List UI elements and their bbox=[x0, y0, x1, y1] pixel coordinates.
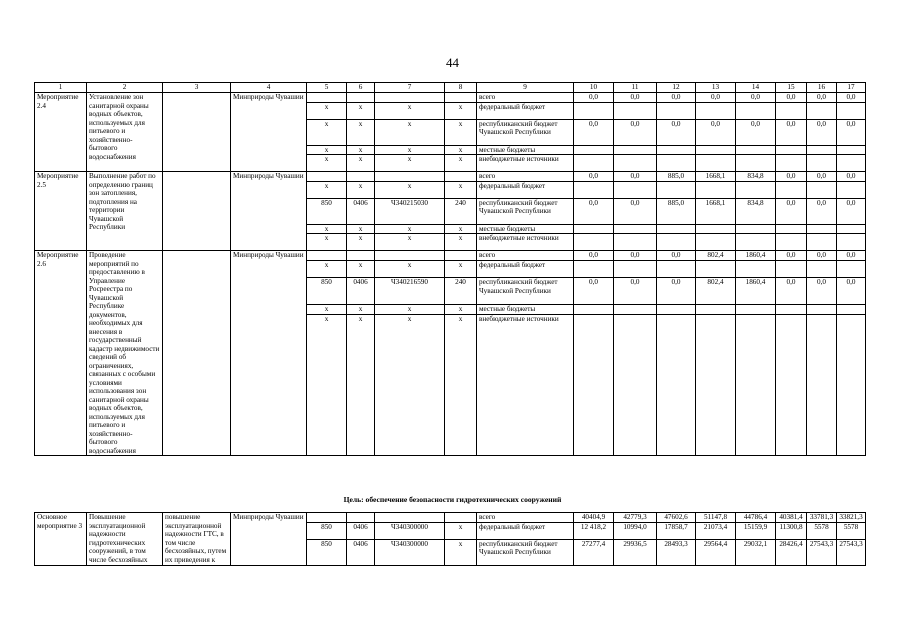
value-cell: 0,0 bbox=[807, 278, 837, 305]
value-cell: 33821,3 bbox=[837, 513, 866, 523]
value-cell: 0,0 bbox=[837, 251, 866, 261]
col-num: 15 bbox=[776, 83, 807, 93]
source-label: республиканский бюджет Чувашской Республики bbox=[477, 198, 574, 224]
x-cell: x bbox=[307, 314, 347, 455]
rzpr-code: 0406 bbox=[347, 278, 375, 305]
source-label: федеральный бюджет bbox=[477, 102, 574, 119]
value-cell: 29032,1 bbox=[736, 539, 776, 565]
measure-name: Установление зон санитарной охраны водных объектов, используемых для питьевого и хозяйственно-бытового водоснабжения bbox=[87, 93, 163, 172]
value-cell: 15159,9 bbox=[736, 522, 776, 539]
x-cell: x bbox=[307, 155, 347, 172]
value-cell: 42779,3 bbox=[614, 513, 657, 523]
measure-name: Выполнение работ по определению границ зон затопления, подтопления на территории Чувашской Республики bbox=[87, 172, 163, 251]
grbs-code: 850 bbox=[307, 278, 347, 305]
source-label: республиканский бюджет Чувашской Республики bbox=[477, 119, 574, 145]
value-cell: 802,4 bbox=[696, 251, 736, 261]
value-cell: 802,4 bbox=[696, 278, 736, 305]
value-cell: 1668,1 bbox=[696, 172, 736, 182]
program-table bbox=[34, 82, 866, 456]
source-label: внебюджетные источники bbox=[477, 234, 574, 251]
value-cell: 12 418,2 bbox=[574, 522, 614, 539]
value-cell: 47602,6 bbox=[657, 513, 696, 523]
value-cell: 0,0 bbox=[776, 278, 807, 305]
value-cell: 0,0 bbox=[614, 198, 657, 224]
value-cell: 0,0 bbox=[807, 119, 837, 145]
x-cell: x bbox=[307, 181, 347, 198]
value-cell: 28426,4 bbox=[776, 539, 807, 565]
value-cell: 0,0 bbox=[776, 198, 807, 224]
x-cell: x bbox=[347, 260, 375, 277]
table-row bbox=[35, 251, 866, 261]
value-cell: 0,0 bbox=[657, 119, 696, 145]
value-cell: 51147,8 bbox=[696, 513, 736, 523]
source-label: местные бюджеты bbox=[477, 145, 574, 155]
x-cell: x bbox=[347, 304, 375, 314]
x-cell: x bbox=[375, 304, 445, 314]
value-cell: 0,0 bbox=[574, 172, 614, 182]
table-row bbox=[35, 93, 866, 103]
grbs-code: 850 bbox=[307, 539, 347, 565]
value-cell: 0,0 bbox=[776, 119, 807, 145]
x-cell: x bbox=[347, 224, 375, 234]
col-num: 2 bbox=[87, 83, 163, 93]
source-label: местные бюджеты bbox=[477, 224, 574, 234]
x-cell: x bbox=[375, 102, 445, 119]
x-cell: x bbox=[347, 181, 375, 198]
program-table-continued bbox=[34, 512, 866, 566]
value-cell: 17858,7 bbox=[657, 522, 696, 539]
value-cell: 29936,5 bbox=[614, 539, 657, 565]
vr-code: 240 bbox=[445, 278, 477, 305]
measure-name: Проведение мероприятий по предоставлению в Управление Росреестра по Чувашской Республике документов, необходимых для внесения в государственный кадастр недвижимости сведений об ограничениях, связанных с особыми условиями использования зон санитарной охраны водных объектов, используемых для питьевого и хозяйственно-бытового водоснабжения bbox=[87, 251, 163, 456]
value-cell: 0,0 bbox=[776, 251, 807, 261]
value-cell: 0,0 bbox=[807, 198, 837, 224]
value-cell: 11300,8 bbox=[776, 522, 807, 539]
value-cell: 5578 bbox=[837, 522, 866, 539]
x-cell: x bbox=[445, 119, 477, 145]
col-num: 14 bbox=[736, 83, 776, 93]
executor: Минприроды Чувашии bbox=[231, 93, 307, 172]
value-cell: 0,0 bbox=[614, 251, 657, 261]
value-cell: 0,0 bbox=[614, 119, 657, 145]
grbs-code: 850 bbox=[307, 198, 347, 224]
x-cell: x bbox=[445, 145, 477, 155]
value-cell: 0,0 bbox=[837, 93, 866, 103]
x-cell: x bbox=[347, 234, 375, 251]
x-cell: x bbox=[445, 102, 477, 119]
x-cell: x bbox=[307, 260, 347, 277]
value-cell: 1860,4 bbox=[736, 251, 776, 261]
header-row bbox=[35, 83, 866, 93]
value-cell: 28493,3 bbox=[657, 539, 696, 565]
x-cell: x bbox=[375, 224, 445, 234]
value-cell: 0,0 bbox=[807, 172, 837, 182]
goal-heading: Цель: обеспечение безопасности гидротехнических сооружений bbox=[343, 495, 562, 504]
x-cell: x bbox=[307, 224, 347, 234]
col-num: 13 bbox=[696, 83, 736, 93]
value-cell: 0,0 bbox=[696, 93, 736, 103]
executor: Минприроды Чувашии bbox=[231, 172, 307, 251]
value-cell: 1668,1 bbox=[696, 198, 736, 224]
col-num: 6 bbox=[347, 83, 375, 93]
value-cell: 33781,3 bbox=[807, 513, 837, 523]
executor: Минприроды Чувашии bbox=[231, 251, 307, 456]
col-num: 16 bbox=[807, 83, 837, 93]
vr-code: 240 bbox=[445, 198, 477, 224]
csr-code: Ч340216590 bbox=[375, 278, 445, 305]
value-cell: 44786,4 bbox=[736, 513, 776, 523]
value-cell: 0,0 bbox=[696, 119, 736, 145]
x-cell: x bbox=[375, 234, 445, 251]
x-cell: x bbox=[375, 145, 445, 155]
value-cell: 0,0 bbox=[574, 278, 614, 305]
value-cell: 0,0 bbox=[657, 93, 696, 103]
x-cell: x bbox=[375, 155, 445, 172]
x-cell: x bbox=[307, 119, 347, 145]
source-label: федеральный бюджет bbox=[477, 181, 574, 198]
value-cell: 0,0 bbox=[837, 278, 866, 305]
x-cell: x bbox=[445, 304, 477, 314]
x-cell: x bbox=[375, 260, 445, 277]
value-cell: 40381,4 bbox=[776, 513, 807, 523]
col-num: 3 bbox=[163, 83, 231, 93]
source-label: республиканский бюджет Чувашской Республики bbox=[477, 278, 574, 305]
value-cell: 0,0 bbox=[776, 93, 807, 103]
source-label: федеральный бюджет bbox=[477, 522, 574, 539]
target-cell bbox=[163, 93, 231, 172]
value-cell: 0,0 bbox=[807, 93, 837, 103]
x-cell: x bbox=[445, 522, 477, 539]
x-cell: x bbox=[347, 155, 375, 172]
value-cell: 0,0 bbox=[807, 251, 837, 261]
x-cell: x bbox=[445, 539, 477, 565]
measure-name: Повышение эксплуатационной надежности гидротехнических сооружений, в том числе бесхозяйных bbox=[87, 513, 163, 566]
value-cell: 40404,9 bbox=[574, 513, 614, 523]
col-num: 17 bbox=[837, 83, 866, 93]
x-cell: x bbox=[445, 155, 477, 172]
csr-code: Ч340300000 bbox=[375, 539, 445, 565]
col-num: 5 bbox=[307, 83, 347, 93]
value-cell: 0,0 bbox=[776, 172, 807, 182]
rzpr-code: 0406 bbox=[347, 198, 375, 224]
value-cell: 0,0 bbox=[657, 251, 696, 261]
value-cell: 21073,4 bbox=[696, 522, 736, 539]
x-cell: x bbox=[307, 234, 347, 251]
source-label: внебюджетные источники bbox=[477, 314, 574, 455]
x-cell: x bbox=[375, 119, 445, 145]
x-cell: x bbox=[375, 181, 445, 198]
value-cell: 27543,3 bbox=[837, 539, 866, 565]
csr-code: Ч340300000 bbox=[375, 522, 445, 539]
col-num: 7 bbox=[375, 83, 445, 93]
x-cell: x bbox=[445, 224, 477, 234]
table-row bbox=[35, 172, 866, 182]
source-label: всего bbox=[477, 251, 574, 261]
page-number: 44 bbox=[446, 55, 459, 70]
source-label: местные бюджеты bbox=[477, 304, 574, 314]
col-num: 1 bbox=[35, 83, 87, 93]
col-num: 12 bbox=[657, 83, 696, 93]
x-cell: x bbox=[445, 260, 477, 277]
x-cell: x bbox=[445, 181, 477, 198]
value-cell: 834,8 bbox=[736, 198, 776, 224]
source-label: всего bbox=[477, 172, 574, 182]
value-cell: 29564,4 bbox=[696, 539, 736, 565]
executor: Минприроды Чувашии bbox=[231, 513, 307, 566]
measure-id: Мероприятие 2.6 bbox=[35, 251, 87, 456]
measure-id: Мероприятие 2.5 bbox=[35, 172, 87, 251]
col-num: 8 bbox=[445, 83, 477, 93]
value-cell: 0,0 bbox=[736, 93, 776, 103]
value-cell: 834,8 bbox=[736, 172, 776, 182]
csr-code: Ч340215030 bbox=[375, 198, 445, 224]
value-cell: 27543,3 bbox=[807, 539, 837, 565]
value-cell: 5578 bbox=[807, 522, 837, 539]
x-cell: x bbox=[347, 145, 375, 155]
measure-id: Мероприятие 2.4 bbox=[35, 93, 87, 172]
value-cell: 885,0 bbox=[657, 198, 696, 224]
rzpr-code: 0406 bbox=[347, 522, 375, 539]
col-num: 10 bbox=[574, 83, 614, 93]
target-cell bbox=[163, 251, 231, 456]
x-cell: x bbox=[375, 314, 445, 455]
source-label: федеральный бюджет bbox=[477, 260, 574, 277]
col-num: 11 bbox=[614, 83, 657, 93]
value-cell: 0,0 bbox=[614, 278, 657, 305]
target-cell bbox=[163, 172, 231, 251]
value-cell: 1860,4 bbox=[736, 278, 776, 305]
source-label: республиканский бюджет Чувашской Республики bbox=[477, 539, 574, 565]
x-cell: x bbox=[307, 304, 347, 314]
x-cell: x bbox=[445, 314, 477, 455]
x-cell: x bbox=[347, 119, 375, 145]
grbs-code: 850 bbox=[307, 522, 347, 539]
value-cell: 0,0 bbox=[837, 119, 866, 145]
x-cell: x bbox=[307, 102, 347, 119]
source-label: всего bbox=[477, 513, 574, 523]
value-cell: 27277,4 bbox=[574, 539, 614, 565]
value-cell: 0,0 bbox=[614, 172, 657, 182]
value-cell: 0,0 bbox=[614, 93, 657, 103]
value-cell: 885,0 bbox=[657, 172, 696, 182]
value-cell: 0,0 bbox=[574, 93, 614, 103]
x-cell: x bbox=[445, 234, 477, 251]
value-cell: 0,0 bbox=[574, 198, 614, 224]
rzpr-code: 0406 bbox=[347, 539, 375, 565]
target-cell: повышение эксплуатационной надежности ГТС, в том числе бесхозяйных, путем их приведения к bbox=[163, 513, 231, 566]
x-cell: x bbox=[347, 314, 375, 455]
value-cell: 0,0 bbox=[657, 278, 696, 305]
measure-id: Основное мероприятие 3 bbox=[35, 513, 87, 566]
value-cell: 0,0 bbox=[574, 119, 614, 145]
value-cell: 0,0 bbox=[574, 251, 614, 261]
table-row bbox=[35, 513, 866, 523]
value-cell: 0,0 bbox=[837, 172, 866, 182]
x-cell: x bbox=[307, 145, 347, 155]
col-num: 4 bbox=[231, 83, 307, 93]
x-cell: x bbox=[347, 102, 375, 119]
value-cell: 0,0 bbox=[736, 119, 776, 145]
source-label: внебюджетные источники bbox=[477, 155, 574, 172]
col-num: 9 bbox=[477, 83, 574, 93]
value-cell: 10994,0 bbox=[614, 522, 657, 539]
value-cell: 0,0 bbox=[837, 198, 866, 224]
source-label: всего bbox=[477, 93, 574, 103]
